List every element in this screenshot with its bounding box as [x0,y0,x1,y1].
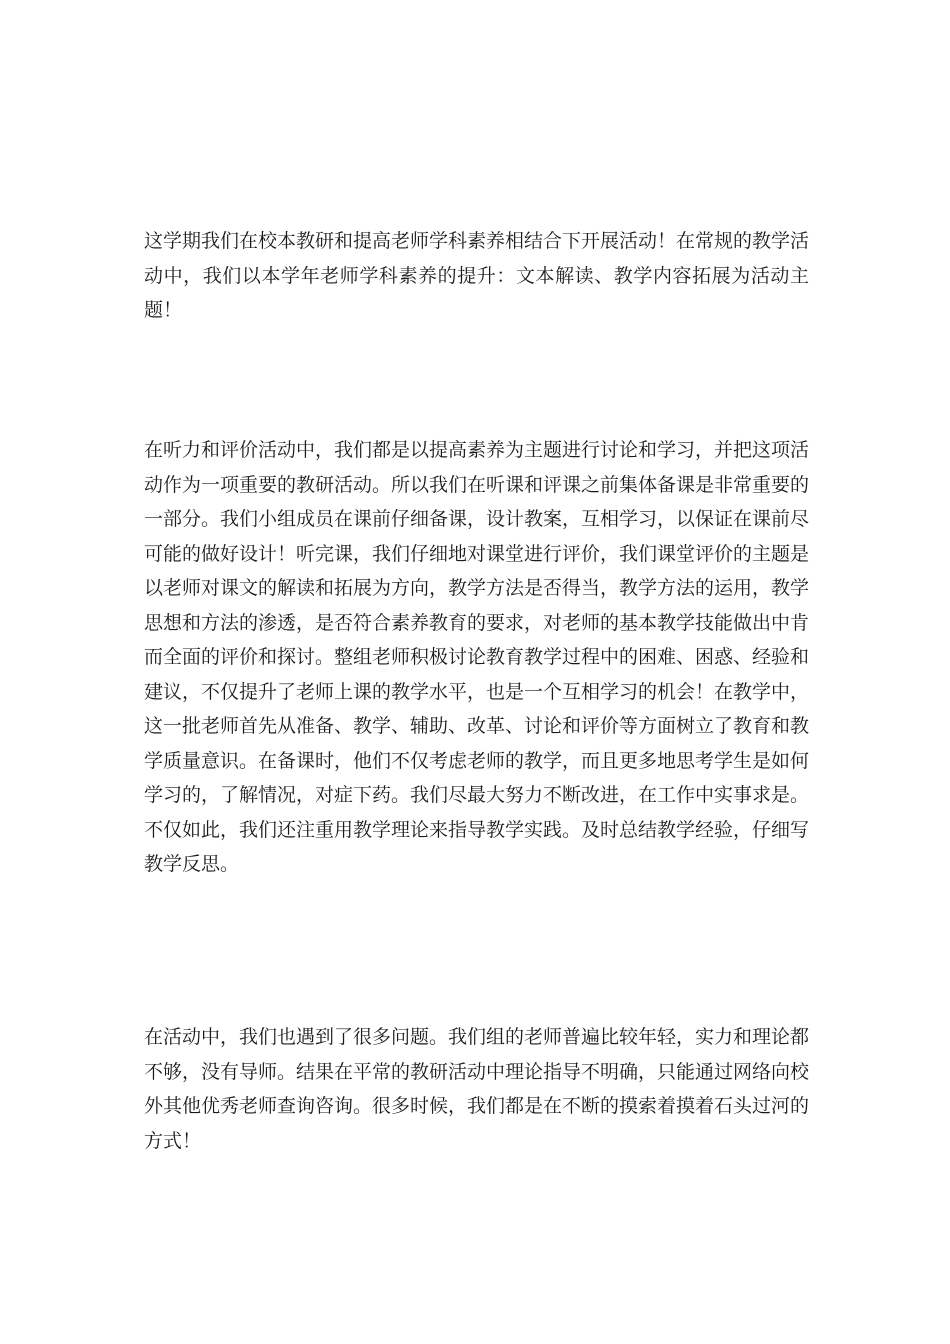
paragraph-3: 在活动中，我们也遇到了很多问题。我们组的老师普遍比较年轻，实力和理论都不够，没有导师。结果在平常的教研活动中理论指导不明确，只能通过网络向校外其他优秀老师查询咨询。很多时候，我们都是在不断的摸索着摸着石头过河的方式！ [144,1026,810,1152]
paragraph-1: 这学期我们在校本教研和提高老师学科素养相结合下开展活动！在常规的教学活动中，我们以本学年老师学科素养的提升：文本解读、教学内容拓展为活动主题！ [144,230,810,321]
paragraph-2: 在听力和评价活动中，我们都是以提高素养为主题进行讨论和学习，并把这项活动作为一项重要的教研活动。所以我们在听课和评课之前集体备课是非常重要的一部分。我们小组成员在课前仔细备课，设计教案，互相学习，以保证在课前尽可能的做好设计！听完课，我们仔细地对课堂进行评价，我们课堂评价的主题是以老师对课文的解读和拓展为方向，教学方法是否得当，教学方法的运用，教学思想和方法的渗透，是否符合素养教育的要求，对老师的基本教学技能做出中肯而全面的评价和探讨。整组老师积极讨论教育教学过程中的困难、困惑、经验和建议，不仅提升了老师上课的教学水平，也是一个互相学习的机会！在教学中，这一批老师首先从准备、教学、辅助、改革、讨论和评价等方面树立了教育和教学质量意识。在备课时，他们不仅考虑老师的教学，而且更多地思考学生是如何学习的，了解情况，对症下药。我们尽最大努力不断改进，在工作中实事求是。不仅如此，我们还注重用教学理论来指导教学实践。及时总结教学经验，仔细写教学反思。 [144,439,810,875]
